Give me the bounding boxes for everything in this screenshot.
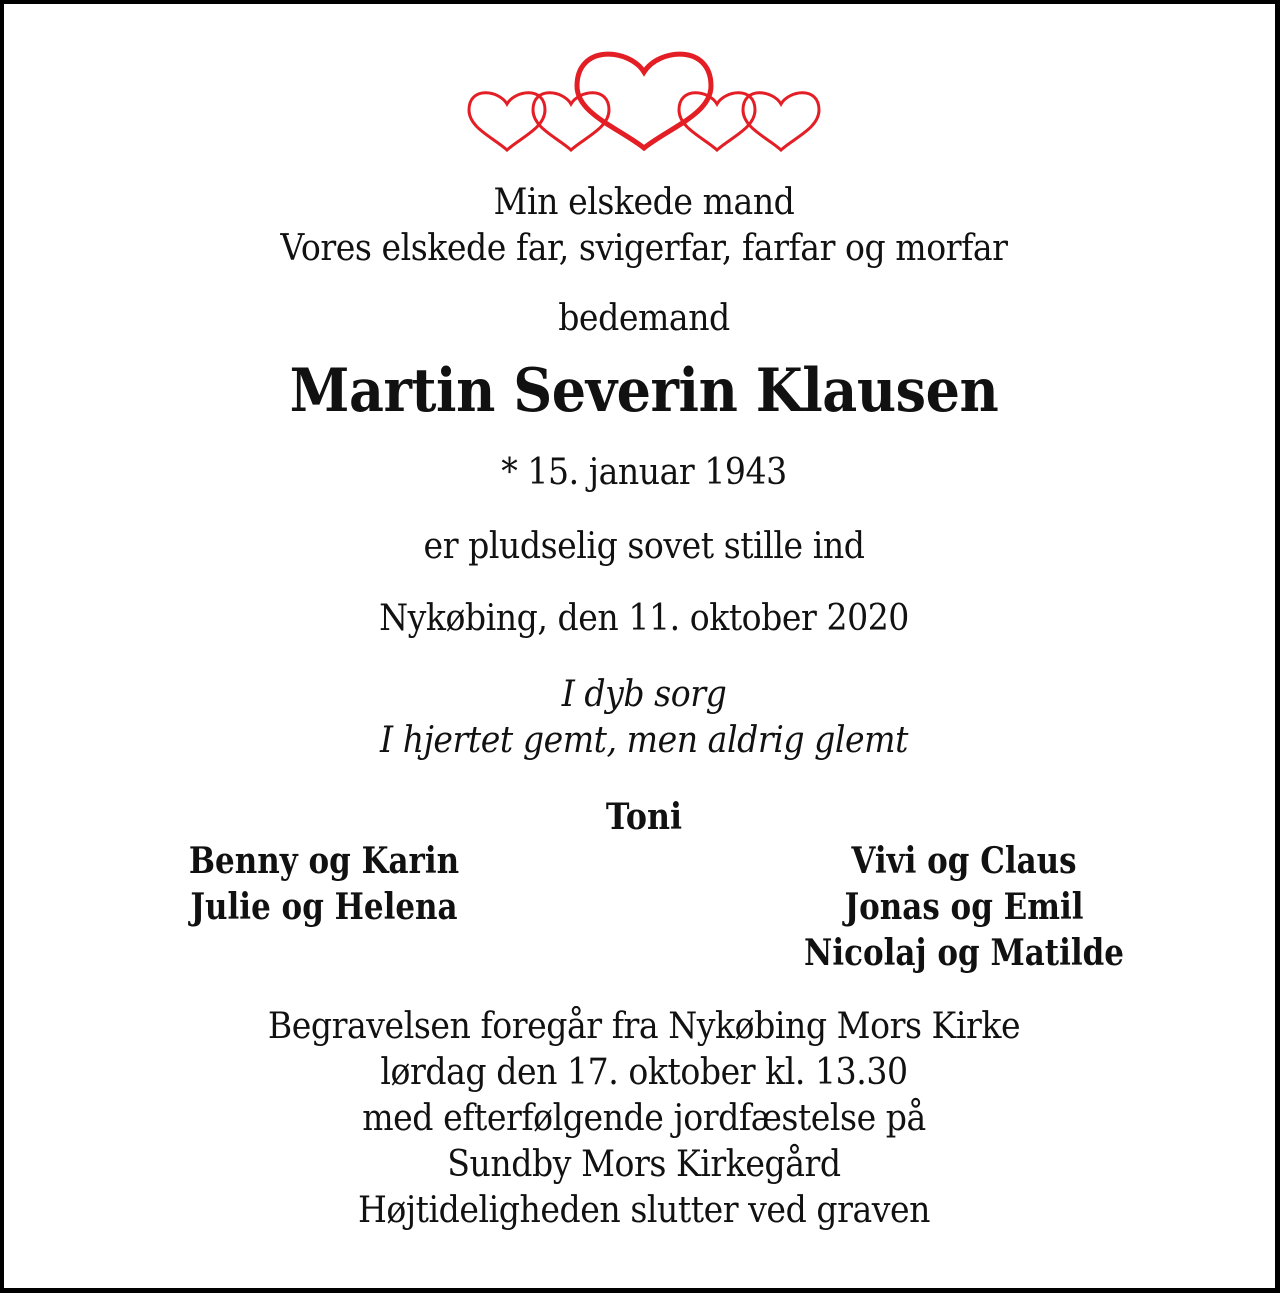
mourning-line-1: I dyb sorg: [561, 674, 727, 715]
family-left-1: Benny og Karin: [188, 840, 460, 882]
funeral-line-5: Højtideligheden slutter ved graven: [357, 1190, 931, 1231]
hearts-icon: [459, 42, 829, 152]
family-left-2: Julie og Helena: [190, 886, 458, 928]
intro-text: [55, 180, 1233, 272]
mourning-text: [55, 672, 1233, 764]
intro-line-2: Vores elskede far, svigerfar, farfar og morfar: [280, 228, 1008, 269]
family-right-3: Nicolaj og Matilde: [804, 932, 1124, 974]
intro-line-1: Min elskede mand: [493, 182, 795, 223]
place-date: Nykøbing, den 11. oktober 2020: [379, 598, 909, 639]
deceased-name: Martin Severin Klausen: [289, 356, 999, 426]
funeral-line-1: Begravelsen foregår fra Nykøbing Mors Kirke: [267, 1006, 1021, 1047]
passing-text: er pludselig sovet stille ind: [423, 526, 865, 567]
family-right-2: Jonas og Emil: [844, 886, 1084, 928]
family-right-column: [764, 838, 1164, 976]
title-prefix: bedemand: [558, 298, 730, 339]
mourning-line-2: I hjertet gemt, men aldrig glemt: [380, 720, 908, 761]
funeral-line-4: Sundby Mors Kirkegård: [447, 1144, 841, 1185]
family-left-column: [144, 838, 504, 930]
spouse-name: Toni: [605, 796, 683, 838]
funeral-line-2: lørdag den 17. oktober kl. 13.30: [380, 1052, 908, 1093]
funeral-line-3: med efterfølgende jordfæstelse på: [362, 1098, 926, 1139]
birth-date: * 15. januar 1943: [501, 452, 787, 493]
funeral-info: [55, 1004, 1233, 1234]
family-right-1: Vivi og Claus: [851, 840, 1077, 882]
